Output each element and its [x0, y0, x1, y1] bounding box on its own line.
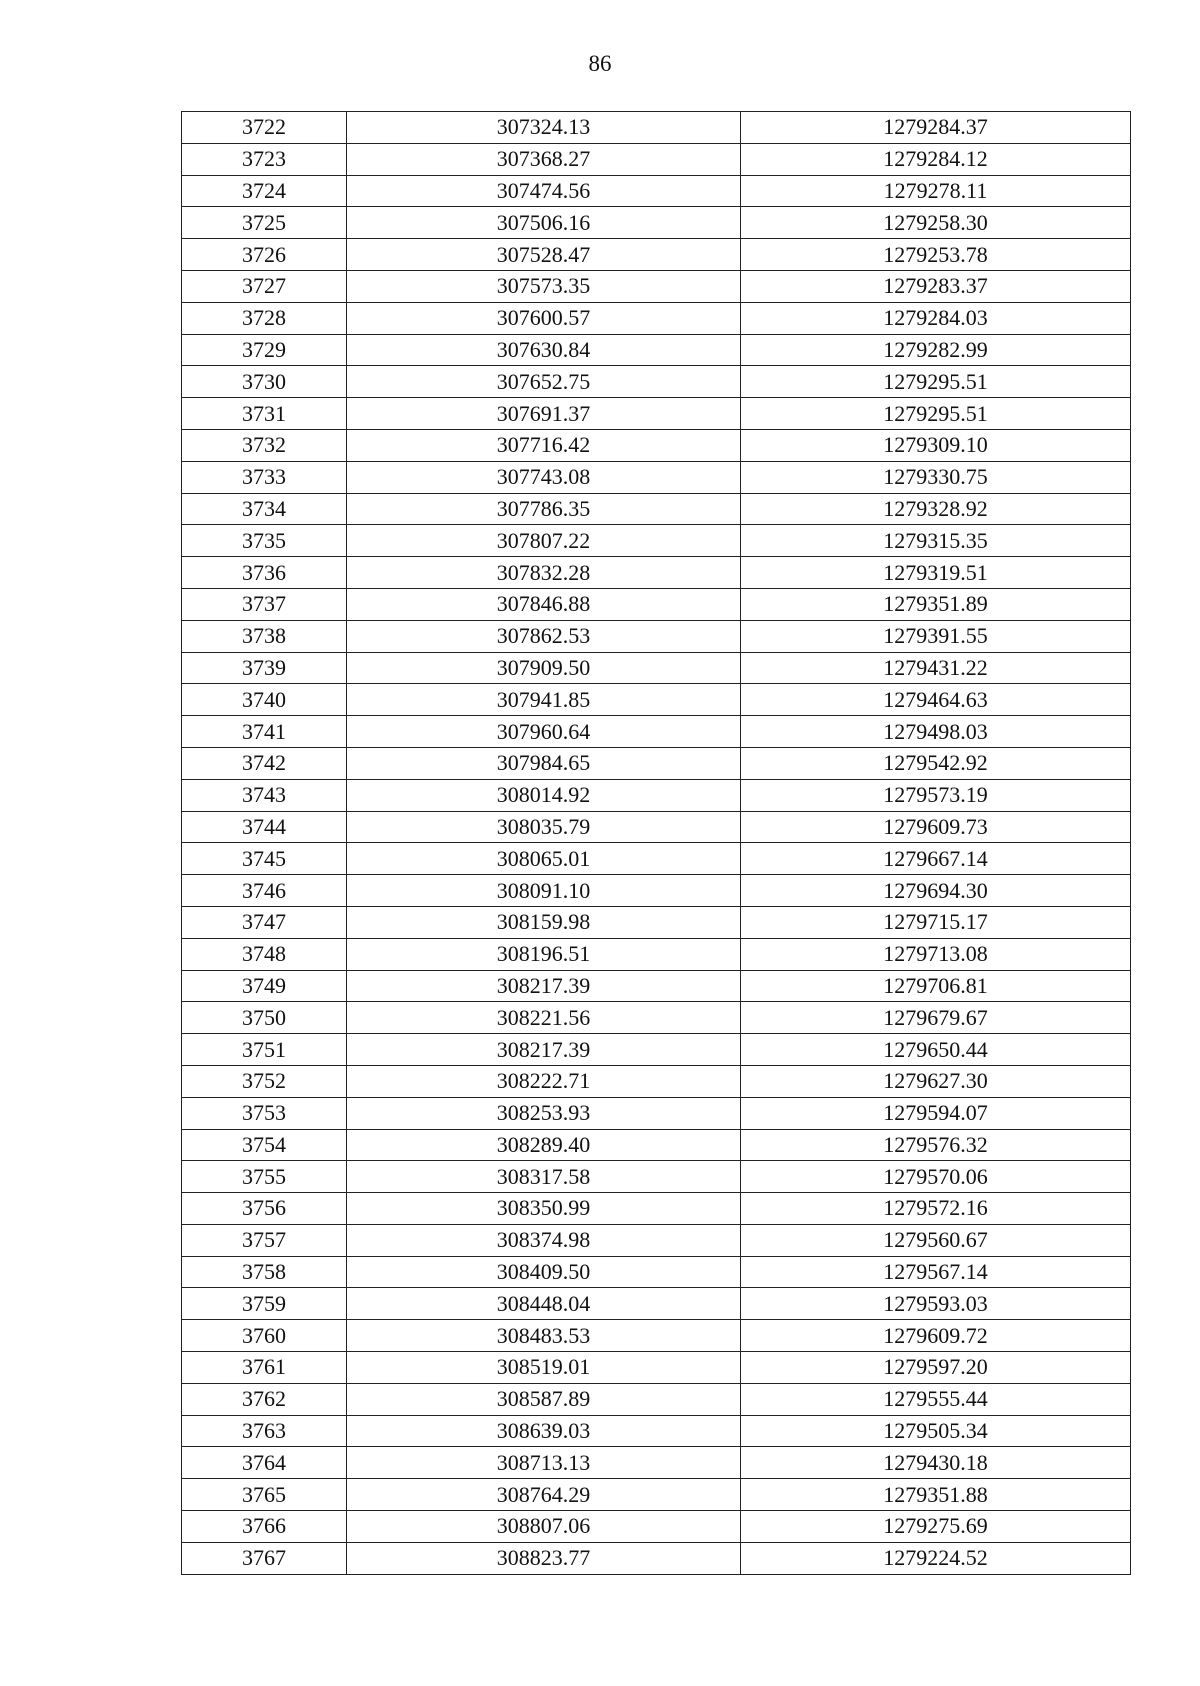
x-coordinate-cell: 307862.53: [347, 620, 741, 652]
table-row: [182, 493, 1131, 525]
point-number-cell: 3759: [182, 1288, 347, 1320]
y-coordinate-cell: 1279573.19: [741, 779, 1131, 811]
y-coordinate-cell: 1279609.72: [741, 1320, 1131, 1352]
y-coordinate-cell: 1279351.89: [741, 588, 1131, 620]
point-number-cell: 3725: [182, 207, 347, 239]
point-number-cell: 3755: [182, 1161, 347, 1193]
table-row: [182, 652, 1131, 684]
x-coordinate-cell: 307941.85: [347, 684, 741, 716]
y-coordinate-cell: 1279542.92: [741, 747, 1131, 779]
point-number-cell: 3742: [182, 747, 347, 779]
x-coordinate-cell: 308317.58: [347, 1161, 741, 1193]
y-coordinate-cell: 1279224.52: [741, 1542, 1131, 1574]
table-row: [182, 1129, 1131, 1161]
point-number-cell: 3758: [182, 1256, 347, 1288]
point-number-cell: 3730: [182, 366, 347, 398]
x-coordinate-cell: 307909.50: [347, 652, 741, 684]
x-coordinate-cell: 307474.56: [347, 175, 741, 207]
table-row: [182, 1161, 1131, 1193]
table-row: [182, 1511, 1131, 1543]
x-coordinate-cell: 308409.50: [347, 1256, 741, 1288]
x-coordinate-cell: 308374.98: [347, 1224, 741, 1256]
table-row: [182, 175, 1131, 207]
table-row: [182, 366, 1131, 398]
x-coordinate-cell: 307743.08: [347, 461, 741, 493]
x-coordinate-cell: 307528.47: [347, 239, 741, 271]
table-row: [182, 1352, 1131, 1384]
point-number-cell: 3744: [182, 811, 347, 843]
point-number-cell: 3723: [182, 143, 347, 175]
y-coordinate-cell: 1279295.51: [741, 398, 1131, 430]
x-coordinate-cell: 308639.03: [347, 1415, 741, 1447]
coordinates-table: [181, 111, 1131, 1575]
x-coordinate-cell: 308764.29: [347, 1479, 741, 1511]
point-number-cell: 3727: [182, 270, 347, 302]
y-coordinate-cell: 1279351.88: [741, 1479, 1131, 1511]
x-coordinate-cell: 307716.42: [347, 429, 741, 461]
y-coordinate-cell: 1279315.35: [741, 525, 1131, 557]
y-coordinate-cell: 1279650.44: [741, 1034, 1131, 1066]
x-coordinate-cell: 308253.93: [347, 1097, 741, 1129]
table-row: [182, 1002, 1131, 1034]
page-number: 86: [588, 51, 612, 76]
table-row: [182, 620, 1131, 652]
x-coordinate-cell: 307984.65: [347, 747, 741, 779]
table-row: [182, 143, 1131, 175]
point-number-cell: 3763: [182, 1415, 347, 1447]
x-coordinate-cell: 308091.10: [347, 875, 741, 907]
x-coordinate-cell: 307846.88: [347, 588, 741, 620]
x-coordinate-cell: 308217.39: [347, 970, 741, 1002]
x-coordinate-cell: 307786.35: [347, 493, 741, 525]
table-row: [182, 334, 1131, 366]
point-number-cell: 3766: [182, 1511, 347, 1543]
table-row: [182, 1065, 1131, 1097]
point-number-cell: 3728: [182, 302, 347, 334]
point-number-cell: 3749: [182, 970, 347, 1002]
point-number-cell: 3747: [182, 906, 347, 938]
x-coordinate-cell: 308222.71: [347, 1065, 741, 1097]
x-coordinate-cell: 307832.28: [347, 557, 741, 589]
point-number-cell: 3754: [182, 1129, 347, 1161]
table-row: [182, 429, 1131, 461]
table-row: [182, 1542, 1131, 1574]
table-row: [182, 112, 1131, 144]
table-row: [182, 557, 1131, 589]
x-coordinate-cell: 308713.13: [347, 1447, 741, 1479]
point-number-cell: 3764: [182, 1447, 347, 1479]
table-row: [182, 1320, 1131, 1352]
y-coordinate-cell: 1279505.34: [741, 1415, 1131, 1447]
x-coordinate-cell: 308221.56: [347, 1002, 741, 1034]
point-number-cell: 3752: [182, 1065, 347, 1097]
table-row: [182, 1383, 1131, 1415]
point-number-cell: 3738: [182, 620, 347, 652]
y-coordinate-cell: 1279278.11: [741, 175, 1131, 207]
y-coordinate-cell: 1279593.03: [741, 1288, 1131, 1320]
point-number-cell: 3740: [182, 684, 347, 716]
y-coordinate-cell: 1279498.03: [741, 716, 1131, 748]
y-coordinate-cell: 1279258.30: [741, 207, 1131, 239]
x-coordinate-cell: 308035.79: [347, 811, 741, 843]
y-coordinate-cell: 1279715.17: [741, 906, 1131, 938]
y-coordinate-cell: 1279570.06: [741, 1161, 1131, 1193]
x-coordinate-cell: 307600.57: [347, 302, 741, 334]
table-row: [182, 747, 1131, 779]
point-number-cell: 3729: [182, 334, 347, 366]
x-coordinate-cell: 307368.27: [347, 143, 741, 175]
x-coordinate-cell: 308587.89: [347, 1383, 741, 1415]
y-coordinate-cell: 1279560.67: [741, 1224, 1131, 1256]
point-number-cell: 3753: [182, 1097, 347, 1129]
y-coordinate-cell: 1279284.03: [741, 302, 1131, 334]
y-coordinate-cell: 1279309.10: [741, 429, 1131, 461]
point-number-cell: 3722: [182, 112, 347, 144]
x-coordinate-cell: 308217.39: [347, 1034, 741, 1066]
table-row: [182, 461, 1131, 493]
y-coordinate-cell: 1279609.73: [741, 811, 1131, 843]
y-coordinate-cell: 1279576.32: [741, 1129, 1131, 1161]
y-coordinate-cell: 1279713.08: [741, 938, 1131, 970]
table-row: [182, 875, 1131, 907]
y-coordinate-cell: 1279594.07: [741, 1097, 1131, 1129]
table-row: [182, 906, 1131, 938]
x-coordinate-cell: 307807.22: [347, 525, 741, 557]
x-coordinate-cell: 307691.37: [347, 398, 741, 430]
x-coordinate-cell: 308196.51: [347, 938, 741, 970]
x-coordinate-cell: 307652.75: [347, 366, 741, 398]
point-number-cell: 3757: [182, 1224, 347, 1256]
x-coordinate-cell: 307960.64: [347, 716, 741, 748]
table-row: [182, 1415, 1131, 1447]
table-row: [182, 525, 1131, 557]
table-row: [182, 1288, 1131, 1320]
table-row: [182, 207, 1131, 239]
y-coordinate-cell: 1279328.92: [741, 493, 1131, 525]
point-number-cell: 3739: [182, 652, 347, 684]
point-number-cell: 3731: [182, 398, 347, 430]
point-number-cell: 3734: [182, 493, 347, 525]
table-row: [182, 398, 1131, 430]
y-coordinate-cell: 1279282.99: [741, 334, 1131, 366]
x-coordinate-cell: 308350.99: [347, 1193, 741, 1225]
point-number-cell: 3756: [182, 1193, 347, 1225]
point-number-cell: 3765: [182, 1479, 347, 1511]
point-number-cell: 3760: [182, 1320, 347, 1352]
table-row: [182, 779, 1131, 811]
x-coordinate-cell: 308159.98: [347, 906, 741, 938]
point-number-cell: 3741: [182, 716, 347, 748]
point-number-cell: 3735: [182, 525, 347, 557]
x-coordinate-cell: 308448.04: [347, 1288, 741, 1320]
table-row: [182, 1097, 1131, 1129]
x-coordinate-cell: 308823.77: [347, 1542, 741, 1574]
point-number-cell: 3737: [182, 588, 347, 620]
coordinates-table-body: [182, 112, 1131, 1575]
table-row: [182, 270, 1131, 302]
table-row: [182, 1447, 1131, 1479]
y-coordinate-cell: 1279283.37: [741, 270, 1131, 302]
point-number-cell: 3767: [182, 1542, 347, 1574]
y-coordinate-cell: 1279694.30: [741, 875, 1131, 907]
y-coordinate-cell: 1279430.18: [741, 1447, 1131, 1479]
y-coordinate-cell: 1279679.67: [741, 1002, 1131, 1034]
y-coordinate-cell: 1279330.75: [741, 461, 1131, 493]
point-number-cell: 3745: [182, 843, 347, 875]
y-coordinate-cell: 1279284.12: [741, 143, 1131, 175]
table-row: [182, 302, 1131, 334]
y-coordinate-cell: 1279275.69: [741, 1511, 1131, 1543]
table-row: [182, 684, 1131, 716]
point-number-cell: 3761: [182, 1352, 347, 1384]
x-coordinate-cell: 308519.01: [347, 1352, 741, 1384]
y-coordinate-cell: 1279555.44: [741, 1383, 1131, 1415]
y-coordinate-cell: 1279284.37: [741, 112, 1131, 144]
table-row: [182, 811, 1131, 843]
x-coordinate-cell: 308483.53: [347, 1320, 741, 1352]
point-number-cell: 3746: [182, 875, 347, 907]
y-coordinate-cell: 1279627.30: [741, 1065, 1131, 1097]
y-coordinate-cell: 1279706.81: [741, 970, 1131, 1002]
point-number-cell: 3733: [182, 461, 347, 493]
point-number-cell: 3748: [182, 938, 347, 970]
y-coordinate-cell: 1279319.51: [741, 557, 1131, 589]
x-coordinate-cell: 308065.01: [347, 843, 741, 875]
point-number-cell: 3726: [182, 239, 347, 271]
y-coordinate-cell: 1279572.16: [741, 1193, 1131, 1225]
y-coordinate-cell: 1279295.51: [741, 366, 1131, 398]
point-number-cell: 3750: [182, 1002, 347, 1034]
table-row: [182, 1193, 1131, 1225]
y-coordinate-cell: 1279253.78: [741, 239, 1131, 271]
table-row: [182, 1034, 1131, 1066]
point-number-cell: 3762: [182, 1383, 347, 1415]
y-coordinate-cell: 1279431.22: [741, 652, 1131, 684]
y-coordinate-cell: 1279667.14: [741, 843, 1131, 875]
table-row: [182, 716, 1131, 748]
x-coordinate-cell: 307324.13: [347, 112, 741, 144]
point-number-cell: 3732: [182, 429, 347, 461]
point-number-cell: 3751: [182, 1034, 347, 1066]
table-row: [182, 588, 1131, 620]
table-row: [182, 1256, 1131, 1288]
y-coordinate-cell: 1279597.20: [741, 1352, 1131, 1384]
table-row: [182, 1479, 1131, 1511]
y-coordinate-cell: 1279464.63: [741, 684, 1131, 716]
x-coordinate-cell: 307630.84: [347, 334, 741, 366]
point-number-cell: 3724: [182, 175, 347, 207]
table-row: [182, 970, 1131, 1002]
x-coordinate-cell: 308014.92: [347, 779, 741, 811]
x-coordinate-cell: 307573.35: [347, 270, 741, 302]
x-coordinate-cell: 308807.06: [347, 1511, 741, 1543]
x-coordinate-cell: 308289.40: [347, 1129, 741, 1161]
point-number-cell: 3736: [182, 557, 347, 589]
point-number-cell: 3743: [182, 779, 347, 811]
x-coordinate-cell: 307506.16: [347, 207, 741, 239]
y-coordinate-cell: 1279567.14: [741, 1256, 1131, 1288]
table-row: [182, 843, 1131, 875]
table-row: [182, 938, 1131, 970]
table-row: [182, 1224, 1131, 1256]
y-coordinate-cell: 1279391.55: [741, 620, 1131, 652]
table-row: [182, 239, 1131, 271]
